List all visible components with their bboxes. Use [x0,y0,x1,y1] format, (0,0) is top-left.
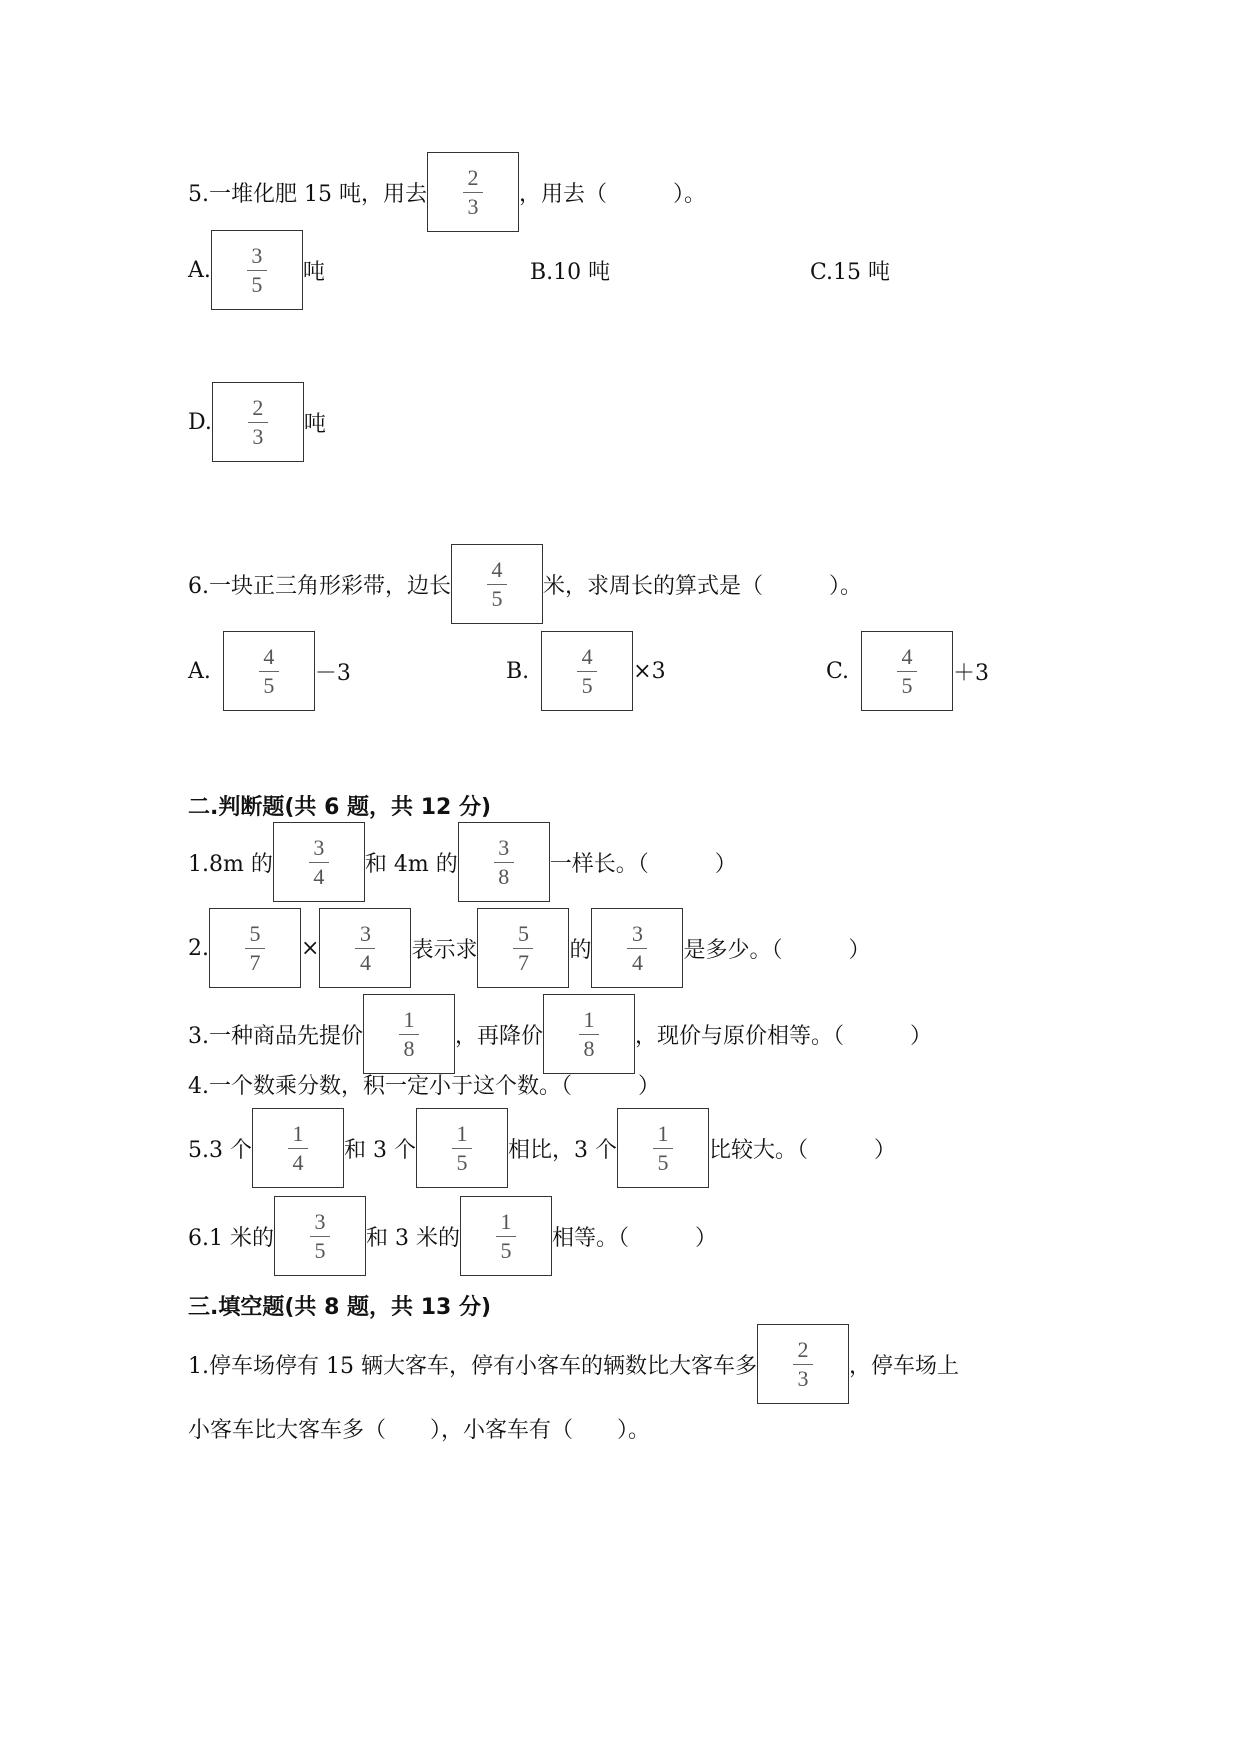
fraction: $\frac{4}{5}$ [577,646,597,697]
fraction: $\frac{1}{8}$ [399,1009,419,1060]
option-b: B.10 吨 [530,259,611,285]
question-6 [188,542,1180,626]
judge-question-2: 2. $\frac{5}{7}$ × $\frac{3}{4}$ 表示求 $\frac{5}{7}$ 的 $\frac{3}{4}$ 是多少。（ ） [188,906,1180,990]
fraction-box [477,908,569,988]
fill-question-1: 1.停车场停有 15 辆大客车，停有小客车的辆数比大客车多 $\frac{2}{3}$ ，停车场上 [188,1322,1180,1406]
fraction: $\frac{4}{5}$ [487,559,507,610]
fraction: $\frac{2}{3}$ [793,1339,813,1390]
question-text: 6.一块正三角形彩带，边长 [188,573,451,599]
fraction-box [757,1324,849,1404]
fraction: $\frac{4}{5}$ [259,646,279,697]
fraction-box [451,544,543,624]
fraction-box [460,1196,552,1276]
fraction: $\frac{1}{5}$ [653,1123,673,1174]
fraction: $\frac{4}{5}$ [897,646,917,697]
fraction-box [273,822,365,902]
fraction-box [252,1108,344,1188]
fraction-box [861,631,953,711]
option-a: A. $\frac{4}{5}$ －3 [188,629,351,713]
fraction: $\frac{2}{3}$ [248,397,268,448]
fraction-box [416,1108,508,1188]
fraction-box [223,631,315,711]
fraction: $\frac{1}{8}$ [579,1009,599,1060]
question-5 [188,150,1180,234]
fraction-box [212,382,304,462]
question-text: ，用去（ ）。 [518,181,706,207]
fraction-box [458,822,550,902]
section-heading: 三.填空题(共 8 题，共 13 分) [188,1295,492,1320]
fraction-box [427,152,519,232]
fraction-box [211,230,303,310]
fraction-box [363,994,455,1074]
question-text: 5.一堆化肥 15 吨，用去 [188,181,427,207]
fraction: $\frac{1}{5}$ [496,1211,516,1262]
fraction: $\frac{3}{4}$ [355,923,375,974]
fraction: $\frac{5}{7}$ [245,923,265,974]
option-c: C. $\frac{4}{5}$ ＋3 [826,629,989,713]
fraction-box [319,908,411,988]
fraction-box [591,908,683,988]
fraction-box [617,1108,709,1188]
fraction: $\frac{3}{5}$ [247,245,267,296]
fraction: $\frac{3}{4}$ [309,837,329,888]
fraction: $\frac{5}{7}$ [513,923,533,974]
option-c: C.15 吨 [810,259,891,285]
fraction: $\frac{1}{4}$ [288,1123,308,1174]
fraction: $\frac{3}{5}$ [310,1211,330,1262]
section-heading: 二.判断题(共 6 题，共 12 分) [188,795,492,820]
fraction-box [274,1196,366,1276]
fill-question-1-line2: 小客车比大客车多（ ），小客车有（ ）。 [188,1417,651,1443]
fraction-box [209,908,301,988]
fraction: $\frac{2}{3}$ [463,167,483,218]
judge-question-4: 4.一个数乘分数，积一定小于这个数。（ ） [188,1073,660,1099]
fraction: $\frac{3}{4}$ [627,923,647,974]
judge-question-1: 1.8m 的 $\frac{3}{4}$ 和 4m 的 $\frac{3}{8}$ 一样长。（ ） [188,820,1180,904]
fraction: $\frac{3}{8}$ [494,837,514,888]
option-d: D. $\frac{2}{3}$ 吨 [188,380,326,464]
fraction: $\frac{1}{5}$ [452,1123,472,1174]
fraction-box [543,994,635,1074]
option-a: A. $\frac{3}{5}$ 吨 [188,228,325,312]
judge-question-5: 5.3 个 $\frac{1}{4}$ 和 3 个 $\frac{1}{5}$ 相比，3 个 $\frac{1}{5}$ 比较大。（ ） [188,1106,1180,1190]
fraction-box [541,631,633,711]
question-text: 米，求周长的算式是（ ）。 [543,573,863,599]
option-b: B. $\frac{4}{5}$ ×3 [506,629,666,713]
judge-question-3: 3.一种商品先提价 $\frac{1}{8}$ ，再降价 $\frac{1}{8}$ ，现价与原价相等。（ ） [188,992,1180,1076]
judge-question-6: 6.1 米的 $\frac{3}{5}$ 和 3 米的 $\frac{1}{5}$ 相等。（ ） [188,1194,1180,1278]
